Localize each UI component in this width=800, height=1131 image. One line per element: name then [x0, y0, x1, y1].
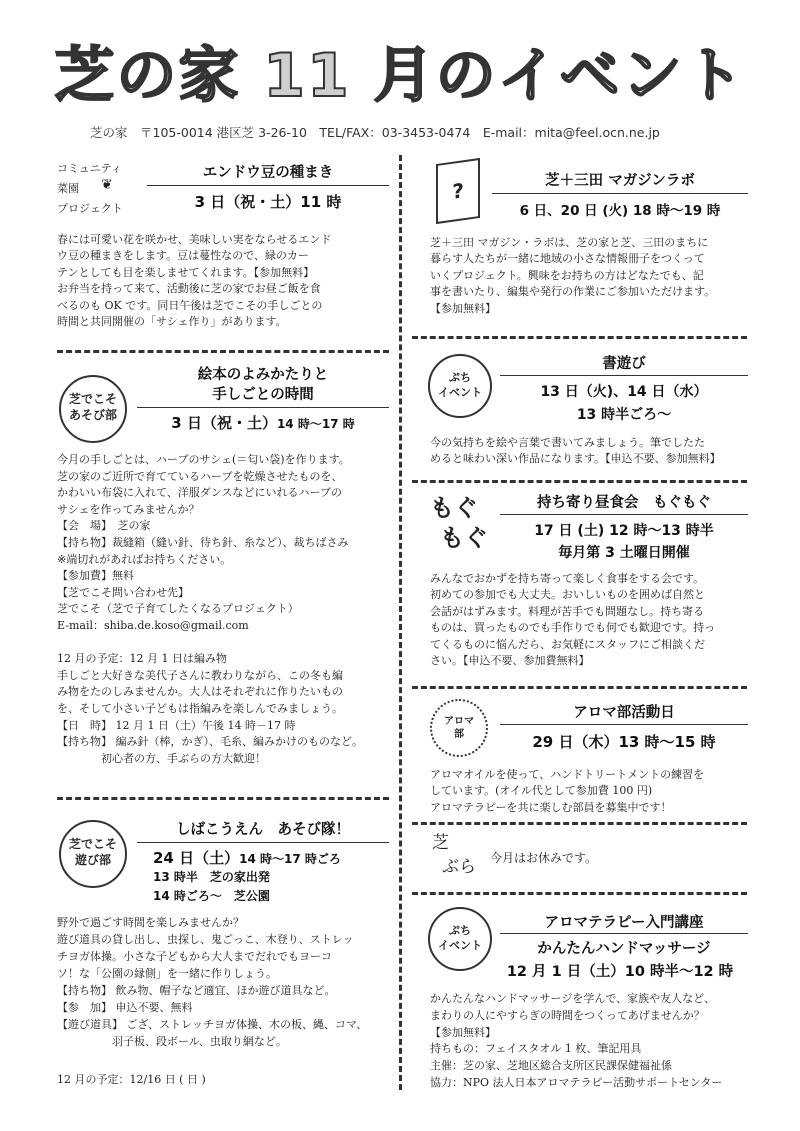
title-underline: [492, 193, 748, 194]
title-line: 手しごとの時間: [212, 387, 314, 403]
event-note: 今月はお休みです。: [490, 851, 598, 865]
event-potluck: [430, 485, 748, 685]
event-time: 29 日（木）13 時〜15 時: [532, 733, 716, 751]
event-start: 13 時半ごろ〜: [576, 407, 672, 423]
event-location-time: 14 時ごろ〜 芝公園: [153, 889, 270, 903]
event-magazine-lab: [430, 155, 748, 335]
event-calligraphy: [430, 340, 748, 480]
badge-line: もぐ: [430, 494, 478, 522]
left-divider-2: [57, 797, 389, 800]
right-divider-2: [412, 480, 747, 483]
event-title: 芝＋三田 マガジンラボ: [545, 173, 695, 189]
petit-event-badge: [428, 354, 492, 418]
event-description: 今の気持ちを絵や言葉で書いてみましょう。筆でしたた めると味わい深い作品になります。【申込不要、参加無料】: [430, 436, 721, 466]
event-time: 3 日（祝・土）11 時: [194, 193, 342, 211]
event-title: エンドウ豆の種まき: [202, 165, 334, 181]
event-title: アロマテラピー入門講座: [544, 915, 704, 931]
community-garden-badge: [57, 159, 137, 219]
aroma-club-badge: [430, 699, 488, 757]
shiba-de-koso-play-badge: [59, 820, 127, 888]
event-title: [137, 365, 389, 405]
event-description: アロマオイルを使って、ハンドトリートメントの練習を しています。(オイル代として参加費 100 円) アロマテラピーを共に楽しむ部員を募集中です！: [430, 768, 705, 814]
event-departure: 13 時半 芝の家出発: [153, 870, 270, 884]
event-title: 持ち寄り昼食会 もぐもぐ: [537, 495, 711, 511]
event-time: 6 日、20 日 (火) 18 時〜19 時: [519, 203, 721, 219]
title-underline: [147, 185, 389, 186]
column-divider: [399, 155, 402, 1090]
event-subtitle: かんたんハンドマッサージ: [537, 941, 711, 957]
title-underline: [500, 514, 748, 515]
badge-line: 部: [454, 729, 464, 740]
right-divider-4: [412, 822, 747, 825]
event-picture-book: [57, 355, 389, 795]
badge-line: ぷち: [449, 371, 471, 384]
title-underline: [137, 407, 389, 408]
title-underline: [137, 842, 389, 843]
badge-line: 芝でこそ: [68, 392, 117, 406]
badge-line: 菜園: [57, 182, 79, 195]
time-date: 24 日（土）: [153, 849, 240, 867]
time-hours: 14 時〜17 時ごろ: [239, 852, 341, 866]
badge-line: ぶら: [442, 857, 476, 877]
badge-line: 芝: [432, 833, 449, 853]
mogumogu-badge: [430, 493, 490, 553]
contact-info: 芝の家 〒105-0014 港区芝 3-26-10 TEL/FAX：03-3453-0474 E-mail：mita@feel.ocn.ne.jp: [90, 125, 660, 140]
right-divider-3: [412, 686, 747, 689]
badge-line: 遊び部: [74, 853, 111, 867]
event-description: 今月の手しごとは、ハーブのサシェ(＝匂い袋)を作ります。 芝の家のご近所で育てているハーブを乾燥させたものを、 かわいい布袋に入れて、洋服ダンスなどにいれるハーブの サシェを作ってみませんか？ 【会 場】 芝の家 【持ち物】裁縫箱（縫い針、待ち針、糸など）、裁ちばさみ ※端切れがあればお持ちください。 【参加費】無料 【芝でこそ問い合わせ先】 芝でこそ（芝で子育てしたくなるプロジェクト） E-mail：shiba.de.koso@gmail.com 12 月の予定：12 月 1 日は編み物 手しごと大好きな美代子さんに教わりながら、この冬も編 み物をたのしみませんか。大人はそれぞれに作りたいもの を、そして小さい子どもは指編みを楽しんでみましょう。 【日 時】 12 月 1 日（土）午後 14 時－17 時 【持ち物】 編み針（棒，かぎ）、毛糸、編みかけのものなど。 初心者の方、手ぶらの方大歓迎！: [57, 453, 363, 765]
badge-line: プロジェクト: [57, 202, 123, 215]
event-description: かんたんなハンドマッサージを学んで、家族や友人など、 まわりの人にやすらぎの時間をつくってあげませんか？ 【参加無料】 持ちもの：フェイスタオル 1 枚、筆記用具 主催：芝の家、芝地区総合支所区民課保健福祉係 協力：NPO 法人日本アロマテラピー活動サポートセンター: [430, 992, 723, 1089]
right-divider-1: [412, 336, 747, 339]
petit-event-badge: [428, 907, 492, 971]
time-hours: 14 時〜17 時: [276, 417, 355, 431]
next-schedule: 12 月の予定：12/16 日 ( 日 ): [57, 1073, 206, 1086]
left-divider-1: [57, 350, 389, 353]
badge-line: アロマ: [444, 716, 474, 727]
event-schedule: 毎月第 3 土曜日開催: [558, 545, 690, 561]
event-time: 17 日 (土) 12 時〜13 時半: [534, 523, 714, 539]
event-park-play: [57, 802, 389, 1097]
right-divider-5: [412, 892, 747, 895]
time-date: 3 日（祝・土）: [171, 414, 277, 432]
event-description: 春には可愛い花を咲かせ、美味しい実をならせるエンド ウ豆の種まきをします。豆は蔓性なので、緑のカー テンとしても目を楽しませてくれます。【参加無料】 お弁当を持って来て、活動後に芝の家でお昼ご飯を食 べるのも OK です。同日午後は芝でこその手しごとの 時間と共同開催の「サシェ作り」があります。: [57, 233, 332, 329]
title-underline: [500, 375, 748, 376]
title-line: 絵本のよみかたりと: [197, 367, 329, 383]
event-description: 芝＋三田 マガジン・ラボは、芝の家と芝、三田のまちに 暮らす人たちが一緒に地域の小さな情報冊子をつくって いくプロジェクト。興味をお持ちの方はどなたでも、記 事を書いたり、編集や発行の作業にご参加いただけます。 【参加無料】: [430, 236, 716, 315]
badge-line: イベント: [438, 386, 482, 399]
badge-line: ぷち: [449, 924, 471, 937]
sprout-icon: ❦: [101, 177, 113, 193]
badge-line: もぐ: [440, 524, 488, 552]
shibura-badge: [432, 831, 482, 879]
event-aroma-club: [430, 691, 748, 821]
event-title: アロマ部活動日: [573, 705, 675, 721]
shiba-de-koso-badge: [59, 375, 127, 443]
event-time: [137, 412, 389, 433]
event-pea-sowing: [57, 155, 389, 345]
event-title: しばこうえん あそび隊！: [176, 822, 350, 838]
booklet-icon: [436, 158, 480, 224]
title-underline: [500, 724, 748, 725]
badge-line: コミュニティ: [57, 162, 122, 175]
event-aromatherapy-course: [430, 897, 748, 1097]
badge-line: イベント: [438, 939, 482, 952]
event-description: みんなでおかずを持ち寄って楽しく食事をする会です。 初めての参加でも大丈夫。おいしいものを囲めば自然と 会話がはずみます。料理が苦手でも問題なし。持ち寄る ものは、買ったものでも手作りでも何でも歓迎です。持っ てくるものに悩んだら、お気軽にスタッフにご相談くだ さい。【申込不要、参加費無料】: [430, 572, 716, 668]
event-title: 書遊び: [602, 356, 646, 372]
event-description: 野外で過ごす時間を楽しみませんか？ 遊び道具の貸し出し、虫探し、鬼ごっこ、木登り、ストレッ チヨガ体操。小さな子どもから大人までだれでもヨーコ ソ！な「公園の縁側」を一緒に作りしょう。 【持ち物】 飲み物、帽子など適宜、ほか遊び道具など。 【参 加】 申込不要、無料 【遊び道具】 ござ、ストレッチヨガ体操、木の板、縄、コマ、 羽子板、段ボール、虫取り網など。: [57, 916, 368, 1048]
event-time: [153, 847, 389, 868]
question-mark-icon: ?: [452, 178, 464, 204]
title-underline: [500, 933, 748, 934]
event-time: 12 月 1 日（土）10 時半〜12 時: [506, 964, 734, 980]
event-time: 13 日（火)、14 日（水）: [540, 384, 708, 400]
badge-line: あそび部: [68, 408, 117, 422]
event-shibura: [430, 827, 748, 891]
page-title: 芝の家 11 月のイベント: [54, 41, 746, 111]
badge-line: 芝でこそ: [68, 837, 117, 851]
